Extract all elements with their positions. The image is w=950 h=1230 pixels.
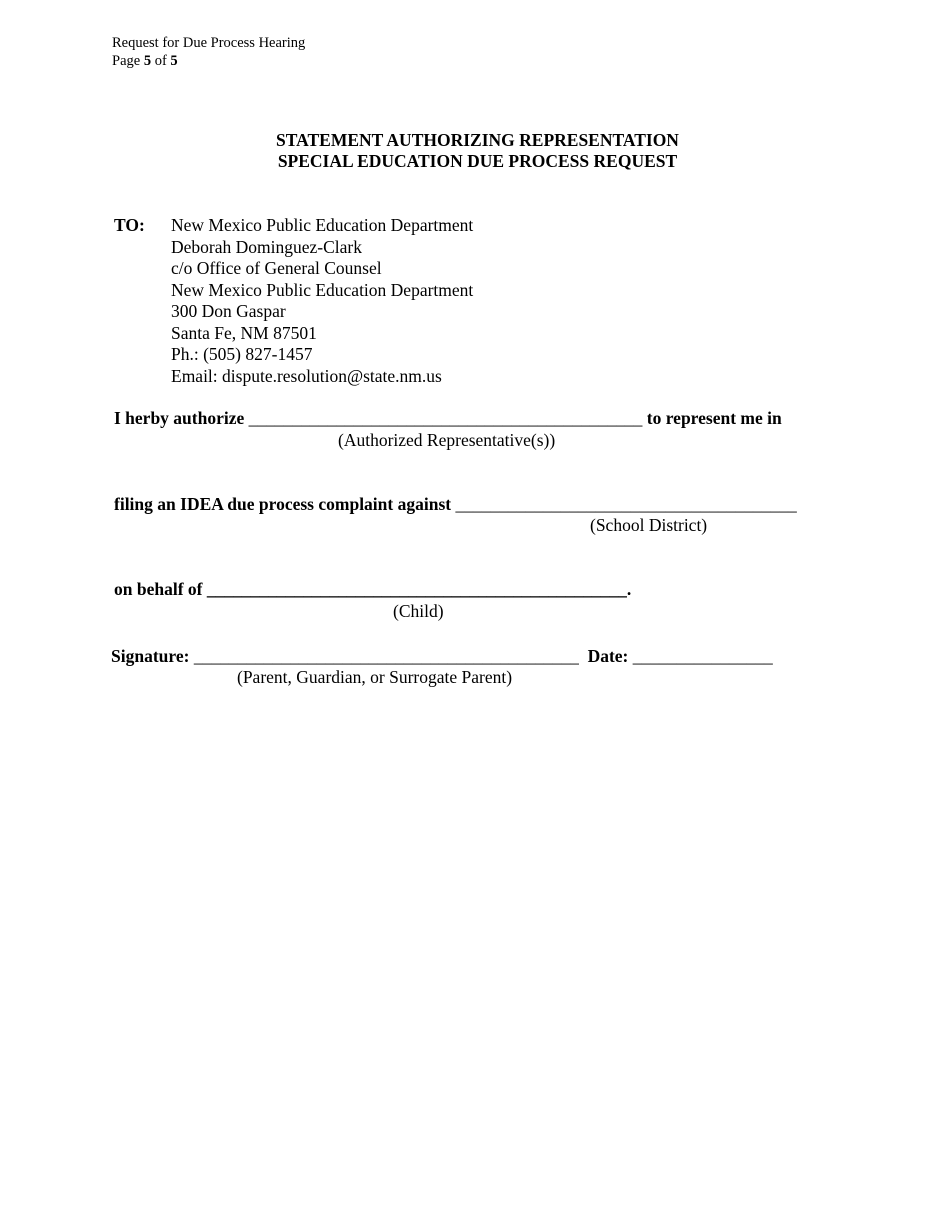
school-district-caption: (School District) — [590, 515, 708, 535]
authorize-suffix: to represent me in — [646, 408, 782, 428]
addressee-line: 300 Don Gaspar — [171, 301, 286, 321]
signature-field[interactable]: ____________________________________________ — [193, 646, 579, 666]
child-caption: (Child) — [393, 601, 444, 621]
authorize-prefix: I herby authorize — [114, 408, 245, 428]
to-label: TO: — [114, 215, 145, 235]
complaint-line — [114, 494, 797, 515]
date-field[interactable]: ________________ — [632, 646, 773, 666]
document-title-line1: STATEMENT AUTHORIZING REPRESENTATION — [276, 130, 679, 150]
running-header-title: Request for Due Process Hearing — [112, 35, 306, 51]
page-current: 5 — [143, 53, 152, 69]
page-number — [112, 52, 178, 70]
signature-line — [111, 646, 773, 667]
page-label: Page — [112, 53, 141, 69]
addressee-line: New Mexico Public Education Department — [171, 215, 474, 235]
page-of: of — [154, 53, 167, 69]
addressee-line: Ph.: (505) 827-1457 — [171, 344, 313, 364]
addressee-line: New Mexico Public Education Department — [171, 279, 474, 300]
child-field[interactable]: ________________________________________________. — [206, 579, 632, 599]
complaint-prefix: filing an IDEA due process complaint against — [114, 494, 452, 514]
document-title-line2: SPECIAL EDUCATION DUE PROCESS REQUEST — [277, 151, 678, 171]
authorized-representative-caption: (Authorized Representative(s)) — [338, 430, 556, 450]
addressee-line: Deborah Dominguez-Clark — [171, 236, 362, 257]
page-total: 5 — [170, 53, 178, 69]
behalf-prefix: on behalf of — [114, 579, 203, 599]
addressee-email: Email: dispute.resolution@state.nm.us — [171, 365, 442, 386]
authorized-representative-field[interactable]: _____________________________________________ — [248, 408, 643, 428]
behalf-line — [114, 579, 631, 600]
signature-caption: (Parent, Guardian, or Surrogate Parent) — [237, 667, 513, 687]
addressee-line: c/o Office of General Counsel — [171, 258, 382, 278]
date-label: Date: — [587, 646, 629, 666]
signature-label: Signature: — [111, 646, 190, 666]
authorize-line — [114, 408, 782, 429]
addressee-block — [171, 215, 473, 387]
school-district-field[interactable]: _______________________________________ — [455, 494, 797, 514]
addressee-line: Santa Fe, NM 87501 — [171, 322, 317, 343]
